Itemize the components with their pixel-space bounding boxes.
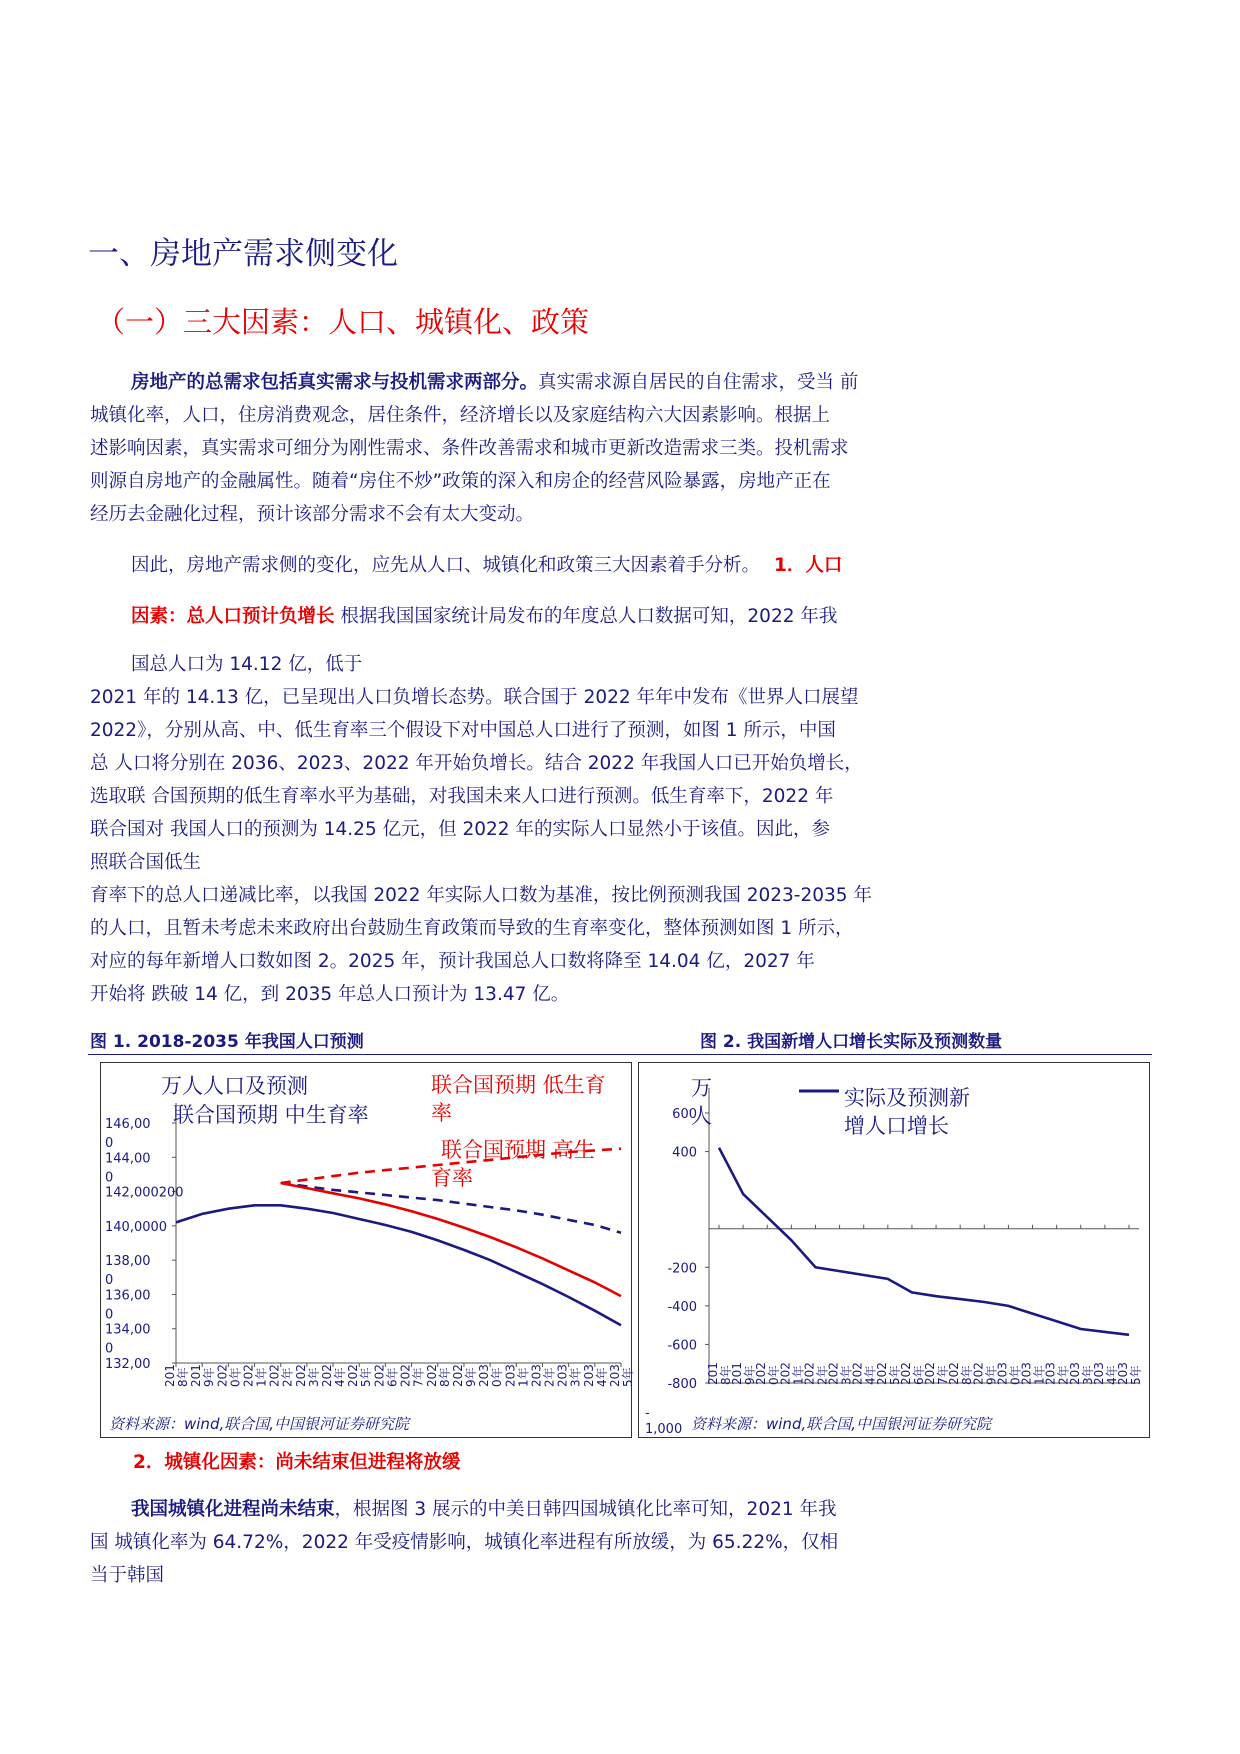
paragraph-line: 述影响因素，真实需求可细分为刚性需求、条件改善需求和城市更新改造需求三类。投机需求: [90, 438, 849, 459]
paragraph-demand: [90, 366, 990, 531]
x-tick-label: [346, 1364, 373, 1387]
paragraph-line: ，根据图 3 展示的中美日韩四国城镇化比率可知，2021 年我: [334, 1499, 837, 1520]
population-forecast-chart: [100, 1062, 635, 1438]
y-tick-label: 140,0000: [105, 1219, 168, 1235]
x-tick-label: [529, 1364, 556, 1387]
x-tick-label-part: 6年: [911, 1365, 926, 1385]
x-tick-label: [802, 1362, 829, 1385]
legend-low-label: 联合国预期 低生育: [431, 1073, 606, 1097]
series-line-人口及预测: [176, 1205, 621, 1325]
y-tick-label: -800: [667, 1377, 697, 1392]
x-tick-label: [923, 1362, 950, 1385]
paragraph-line: 国 城镇化率为 64.72%，2022 年受疫情影响，城镇化率进程有所放缓，为 65.22%，仅相: [90, 1532, 839, 1553]
x-tick-label-part: 202: [923, 1362, 938, 1385]
x-tick-label: [730, 1362, 757, 1385]
x-tick-label-part: 1年: [1032, 1365, 1047, 1385]
y-tick-label: 142,000200: [105, 1185, 184, 1201]
x-tick-label-part: 202: [346, 1364, 361, 1387]
y-tick-label: 600: [672, 1107, 697, 1122]
y-tick-label: 136,00: [105, 1288, 151, 1304]
paragraph-line: 对应的每年新增人口数如图 2。2025 年，预计我国总人口数将降至 14.04 亿，2027 年: [90, 951, 815, 972]
y-tick-label: 134,00: [105, 1322, 151, 1338]
x-tick-label-part: 203: [608, 1364, 622, 1387]
paragraph-population: [90, 648, 990, 1011]
y-unit-label: 万: [691, 1076, 712, 1100]
x-tick-label-part: 3年: [1080, 1365, 1095, 1385]
x-tick-label: [294, 1364, 321, 1387]
paragraph-line: 经历去金融化过程，预计该部分需求不会有太大变动。: [90, 504, 535, 525]
x-tick-label-part: 201: [706, 1362, 720, 1385]
x-tick-label-part: 202: [874, 1362, 889, 1385]
population-growth-chart: [638, 1062, 1150, 1438]
x-tick-label-part: 202: [802, 1362, 817, 1385]
figure-2-title: 图 2. 我国新增人口增长实际及预测数量: [700, 1032, 1003, 1052]
x-tick-label-part: 2年: [280, 1367, 295, 1387]
x-tick-label-part: 203: [1043, 1362, 1058, 1385]
y-tick-label-extra: 1,000: [645, 1422, 683, 1437]
x-tick-label-part: 8年: [960, 1365, 975, 1385]
x-tick-label: [947, 1362, 974, 1385]
x-tick-label-part: 5年: [887, 1365, 902, 1385]
x-tick-label-part: 2年: [815, 1365, 830, 1385]
y-tick-label: 146,00: [105, 1117, 151, 1132]
x-tick-label-part: 7年: [411, 1367, 426, 1387]
x-tick-label-part: 3年: [839, 1365, 854, 1385]
legend-mid-label: 联合国预期 中生育率: [173, 1103, 369, 1127]
population-growth-svg: [639, 1063, 1149, 1437]
y-tick-label: 0: [105, 1273, 114, 1289]
population-factor-lead: 因素：总人口预计负增长: [131, 606, 335, 627]
x-tick-label-part: 9年: [984, 1365, 999, 1385]
x-tick-label-part: 202: [320, 1364, 335, 1387]
x-tick-label-part: 8年: [437, 1367, 452, 1387]
series-line-new-population: [719, 1148, 1129, 1335]
legend-high-label: 联合国预期 高生: [441, 1138, 595, 1162]
x-tick-label-part: 202: [898, 1362, 913, 1385]
paragraph-line: 开始将 跌破 14 亿，到 2035 年总人口预计为 13.47 亿。: [90, 984, 570, 1005]
x-tick-label-part: 9年: [463, 1367, 478, 1387]
y-tick-label: 400: [672, 1145, 697, 1161]
population-forecast-svg: [101, 1063, 635, 1437]
x-tick-label-part: 202: [293, 1364, 308, 1387]
x-tick-label: [778, 1362, 805, 1385]
x-tick-label-part: 203: [555, 1364, 570, 1387]
y-unit-label: 人: [691, 1104, 712, 1128]
x-tick-label: [899, 1362, 926, 1385]
x-tick-label-part: 203: [529, 1364, 544, 1387]
legend-label: 增人口增长: [844, 1114, 949, 1138]
paragraph-line: 总 人口将分别在 2036、2023、2022 年开始负增长。结合 2022 年我国人口已开始负增长，: [90, 753, 863, 774]
x-tick-label: [242, 1364, 269, 1387]
x-tick-label-part: 203: [581, 1364, 596, 1387]
y-tick-label: 144,00: [105, 1151, 151, 1167]
y-tick-label: 0: [105, 1307, 114, 1323]
figure-1-title: 图 1. 2018-2035 年我国人口预测: [90, 1032, 364, 1052]
y-tick-label: 138,00: [105, 1254, 151, 1270]
paragraph-demand-lead: 房地产的总需求包括真实需求与投机需求两部分。: [131, 372, 539, 393]
x-tick-label-part: 0年: [490, 1367, 505, 1387]
x-tick-label-part: 202: [372, 1364, 387, 1387]
paragraph-line: 联合国对 我国人口的预测为 14.25 亿元，但 2022 年的实际人口显然小于该值。因此，参: [90, 819, 830, 840]
legend-label: 实际及预测新: [844, 1086, 970, 1110]
x-tick-label-part: 202: [754, 1362, 769, 1385]
x-tick-label-part: 2年: [542, 1367, 557, 1387]
x-tick-label: [995, 1362, 1022, 1385]
x-tick-label: [754, 1362, 781, 1385]
paragraph-line: 的人口，且暂未考虑未来政府出台鼓励生育政策而导致的生育率变化，整体预测如图 1 所示，: [90, 918, 854, 939]
section-urbanization-heading: 2．城镇化因素：尚未结束但进程将放缓: [133, 1452, 461, 1473]
x-tick-label-part: 201: [163, 1364, 177, 1387]
x-tick-label-part: 5年: [621, 1367, 635, 1387]
x-tick-label: [1068, 1362, 1095, 1385]
x-tick-label-part: 5年: [1129, 1365, 1143, 1385]
x-tick-label: [827, 1362, 854, 1385]
figure-divider: [88, 1054, 1152, 1055]
x-tick-label-part: 201: [189, 1364, 204, 1387]
paragraph-population-factor: [90, 600, 990, 633]
paragraph-urbanization: [90, 1493, 990, 1592]
x-tick-label-part: 203: [477, 1364, 492, 1387]
x-tick-label-part: 3年: [306, 1367, 321, 1387]
x-tick-label: [875, 1362, 902, 1385]
x-tick-label: [372, 1364, 399, 1387]
x-tick-label: [608, 1364, 635, 1387]
legend-low-label: 率: [431, 1101, 452, 1125]
x-tick-label: [425, 1364, 452, 1387]
x-tick-label-part: 202: [971, 1362, 986, 1385]
paragraph-line: 真实需求源自居民的自住需求，受当 前: [538, 372, 859, 393]
x-tick-label-part: 202: [947, 1362, 962, 1385]
paragraph-line: 2021 年的 14.13 亿，已呈现出人口负增长态势。联合国于 2022 年年中发布《世界人口展望: [90, 687, 859, 708]
x-tick-label-part: 0年: [767, 1365, 782, 1385]
x-tick-label-part: 4年: [333, 1367, 348, 1387]
x-tick-label-part: 9年: [202, 1367, 217, 1387]
x-tick-label: [706, 1362, 733, 1385]
x-tick-label-part: 0年: [1008, 1365, 1023, 1385]
y-tick-label: -200: [667, 1261, 697, 1277]
x-tick-label: [851, 1362, 878, 1385]
x-tick-label: [1044, 1362, 1071, 1385]
figure-1-source: 资料来源：wind,联合国,中国银河证券研究院: [109, 1415, 410, 1433]
x-tick-label-part: 4年: [863, 1365, 878, 1385]
x-tick-label-part: 0年: [228, 1367, 243, 1387]
x-tick-label: [582, 1364, 609, 1387]
x-tick-label-part: 2年: [1056, 1365, 1071, 1385]
section-heading-2: （一）三大因素：人口、城镇化、政策: [96, 305, 590, 339]
x-tick-label-part: 8年: [176, 1367, 190, 1387]
x-tick-label-part: 203: [1019, 1362, 1034, 1385]
y-tick-label: 132,00: [105, 1357, 151, 1372]
y-tick-label: 0: [105, 1341, 114, 1357]
paragraph-line: 城镇化率，人口，住房消费观念，居住条件，经济增长以及家庭结构六大因素影响。根据上: [90, 405, 831, 426]
x-tick-label-part: 202: [778, 1362, 793, 1385]
y-tick-label: 0: [105, 1170, 114, 1186]
x-tick-label-part: 5年: [359, 1367, 374, 1387]
paragraph-line: 选取联 合国预期的低生育率水平为基础，对我国未来人口进行预测。低生育率下，2022 年: [90, 786, 834, 807]
x-tick-label-part: 1年: [791, 1365, 806, 1385]
x-tick-label-part: 202: [215, 1364, 230, 1387]
x-tick-label-part: 4年: [594, 1367, 609, 1387]
x-tick-label-part: 203: [995, 1362, 1010, 1385]
x-tick-label-part: 203: [1067, 1362, 1082, 1385]
x-tick-label: [1020, 1362, 1047, 1385]
paragraph-line: 则源自房地产的金融属性。随着“房住不炒”政策的深入和房企的经营风险暴露，房地产正在: [90, 471, 831, 492]
paragraph-line: 因此，房地产需求侧的变化，应先从人口、城镇化和政策三大因素着手分析。: [131, 555, 761, 576]
paragraph-line: 国总人口为 14.12 亿，低于: [131, 654, 363, 675]
x-tick-label: [268, 1364, 295, 1387]
paragraph-line: 2022》，分别从高、中、低生育率三个假设下对中国总人口进行了预测，如图 1 所示，中国: [90, 720, 836, 741]
x-tick-label-part: 202: [267, 1364, 282, 1387]
y-tick-label: -600: [667, 1338, 697, 1354]
paragraph-line: 根据我国国家统计局发布的年度总人口数据可知，2022 年我: [334, 606, 838, 627]
y-tick-label-extra: -: [645, 1406, 650, 1421]
x-tick-label-part: 4年: [1104, 1365, 1119, 1385]
x-tick-label-part: 202: [826, 1362, 841, 1385]
paragraph-line: 当于韩国: [90, 1565, 165, 1586]
x-tick-label-part: 203: [1116, 1362, 1130, 1385]
subsection-population-label: 1．人口: [774, 555, 843, 576]
x-tick-label: [320, 1364, 347, 1387]
x-tick-label-part: 8年: [719, 1365, 733, 1385]
x-tick-label-part: 202: [850, 1362, 865, 1385]
x-tick-label: [1116, 1362, 1143, 1385]
x-tick-label: [503, 1364, 530, 1387]
x-tick-label-part: 201: [730, 1362, 745, 1385]
series-line-联合国预期 中生育率: [281, 1183, 621, 1233]
paragraph-line: 育率下的总人口递减比率，以我国 2022 年实际人口数为基准，按比例预测我国 2023-2035 年: [90, 885, 872, 906]
legend-main-label: 万人人口及预测: [161, 1074, 308, 1098]
x-tick-label-part: 7年: [936, 1365, 951, 1385]
x-tick-label: [971, 1362, 998, 1385]
x-tick-label: [163, 1364, 190, 1387]
x-tick-label-part: 9年: [743, 1365, 758, 1385]
x-tick-label-part: 1年: [516, 1367, 531, 1387]
y-tick-label: -400: [667, 1299, 697, 1315]
x-tick-label: [399, 1364, 426, 1387]
x-tick-label-part: 203: [1091, 1362, 1106, 1385]
x-tick-label: [477, 1364, 504, 1387]
y-tick-label: 0: [105, 1136, 114, 1151]
series-line-联合国预期 低生育率: [281, 1183, 621, 1296]
x-tick-label-part: 202: [424, 1364, 439, 1387]
x-tick-label-part: 202: [450, 1364, 465, 1387]
x-tick-label: [1092, 1362, 1119, 1385]
x-tick-label: [451, 1364, 478, 1387]
paragraph-therefore: [90, 549, 990, 582]
x-tick-label: [189, 1364, 216, 1387]
urbanization-lead: 我国城镇化进程尚未结束: [131, 1499, 335, 1520]
x-tick-label-part: 202: [241, 1364, 256, 1387]
x-tick-label: [215, 1364, 242, 1387]
paragraph-line: 照联合国低生: [90, 852, 202, 873]
x-tick-label-part: 3年: [568, 1367, 583, 1387]
x-tick-label-part: 1年: [254, 1367, 269, 1387]
x-tick-label-part: 202: [398, 1364, 413, 1387]
x-tick-label: [556, 1364, 583, 1387]
figure-2-source: 资料来源：wind,联合国,中国银河证券研究院: [691, 1415, 992, 1433]
legend-high-label: 育率: [431, 1166, 473, 1190]
x-tick-label-part: 203: [503, 1364, 518, 1387]
x-tick-label-part: 6年: [385, 1367, 400, 1387]
section-heading-1: 一、房地产需求侧变化: [88, 236, 398, 272]
